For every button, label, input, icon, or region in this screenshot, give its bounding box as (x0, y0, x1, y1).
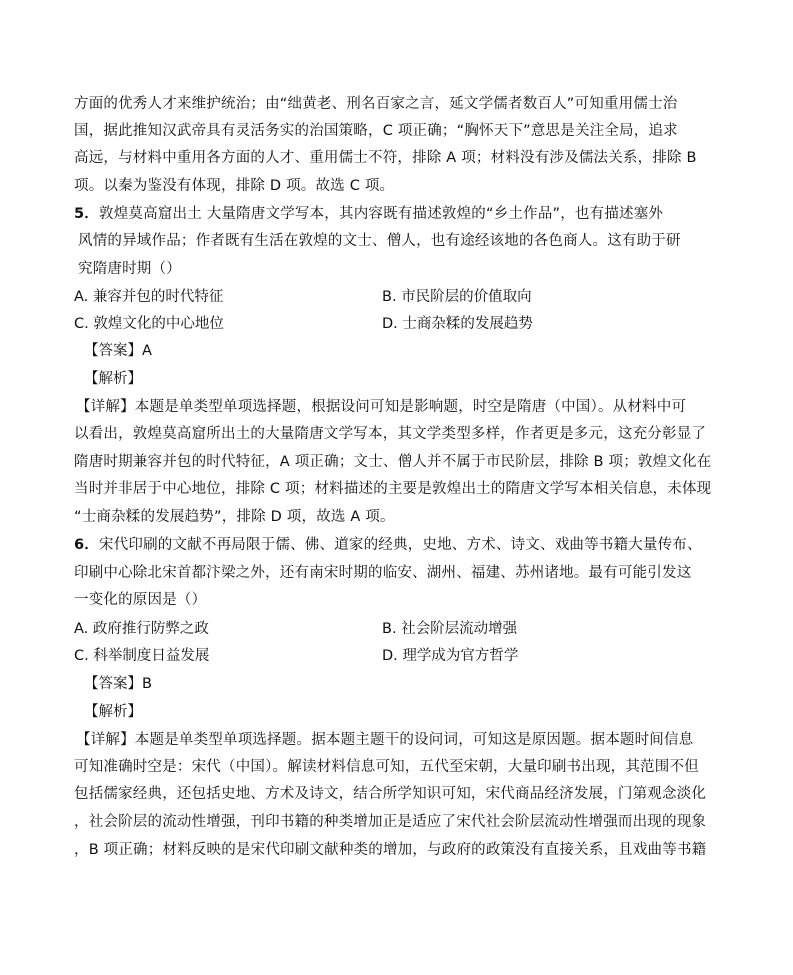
intro-line-1: 方面的优秀人才来维护统治；由“绌黄老、刑名百家之言，延文学儒者数百人”可知重用儒士治 (74, 96, 678, 112)
question-6-stem-line-2: 印刷中心除北宋首都汴梁之外，还有南宋时期的临安、湖州、福建、苏州诸地。最有可能引发这 (74, 565, 692, 581)
question-5-stem-line-3: 究隋唐时期（） (78, 261, 181, 277)
question-6-stem-line-1 (74, 535, 702, 555)
question-6-detail-line-4: ，社会阶层的流动性增强，刊印书籍的种类增加正是适应了宋代社会阶层流动性增强而出现的现象 (74, 814, 707, 830)
question-5-option-b: B. 市民阶层的价值取向 (382, 289, 532, 305)
question-5-stem-text-1: 敦煌莫高窟出土 大量隋唐文学写本，其内容既有描述敦煌的“乡土作品”，也有描述塞外 (99, 206, 664, 222)
question-5-option-a: A. 兼容并包的时代特征 (74, 289, 224, 305)
intro-line-3: 高远，与材料中重用各方面的人才、重用儒士不符，排除 A 项；材料没有涉及儒法关系，排除 B (74, 150, 697, 166)
question-5-detail-line-3: 隋唐时期兼容并包的时代特征，A 项正确；文士、僧人并不属于市民阶层，排除 B 项；敦煌文化在 (74, 454, 712, 470)
question-6-detail-line-3: 包括儒家经典，还包括史地、方术及诗文，结合所学知识可知，宋代商品经济发展，门第观念淡化 (74, 786, 707, 802)
question-5-detail-line-5: “士商杂糅的发展趋势”，排除 D 项，故选 A 项。 (74, 509, 395, 525)
intro-line-4: 项。以秦为鉴没有体现，排除 D 项。故选 C 项。 (74, 178, 395, 194)
question-5-detail-line-2: 以看出，敦煌莫高窟所出土的大量隋唐文学写本，其文学类型多样，作者更是多元，这充分彰显了 (74, 426, 707, 442)
question-5-option-d: D. 士商杂糅的发展趋势 (382, 316, 533, 332)
question-6-stem-text-1: 宋代印刷的文献不再局限于儒、佛、道家的经典，史地、方术、诗文、戏曲等书籍大量传布、 (99, 537, 702, 553)
intro-line-2: 国，据此推知汉武帝具有灵活务实的治国策略，C 项正确；“胸怀天下”意思是关注全局，追求 (74, 123, 678, 139)
question-5-number: 5． (74, 206, 99, 222)
question-6-analysis-heading: 【解析】 (84, 704, 142, 720)
question-6-option-b: B. 社会阶层流动增强 (382, 621, 518, 637)
question-5-stem-line-1 (74, 204, 663, 224)
question-6-detail-line-5: ，B 项正确；材料反映的是宋代印刷文献种类的增加，与政府的政策没有直接关系，且戏曲等书籍 (74, 842, 707, 858)
question-6-stem-line-3: 一变化的原因是（） (74, 592, 207, 608)
question-6-answer: 【答案】B (84, 676, 152, 692)
question-6-detail-line-1: 【详解】本题是单类型单项选择题。据本题主题干的设问词，可知这是原因题。据本题时间信息 (76, 732, 694, 748)
question-5-option-c: C. 敦煌文化的中心地位 (74, 316, 224, 332)
question-5-detail-line-1: 【详解】本题是单类型单项选择题，根据设问可知是影响题，时空是隋唐（中国）。从材料中可 (76, 399, 687, 415)
question-5-answer: 【答案】A (84, 343, 152, 359)
question-6-number: 6． (74, 537, 99, 553)
question-6-option-c: C. 科举制度日益发展 (74, 648, 210, 664)
question-5-detail-line-4: 当时并非居于中心地位，排除 C 项；材料描述的主要是敦煌出土的隋唐文学写本相关信息，未体现 (74, 481, 712, 497)
question-5-stem-line-2: 风情的异域作品；作者既有生活在敦煌的文士、僧人，也有途经该地的各色商人。这有助于研 (78, 233, 681, 249)
question-6-option-d: D. 理学成为官方哲学 (382, 648, 519, 664)
question-6-detail-line-2: 可知准确时空是：宋代（中国）。解读材料信息可知，五代至宋朝，大量印刷书出现，其范围不但 (74, 759, 699, 775)
question-6-option-a: A. 政府推行防弊之政 (74, 621, 209, 637)
question-5-analysis-heading: 【解析】 (84, 371, 142, 387)
